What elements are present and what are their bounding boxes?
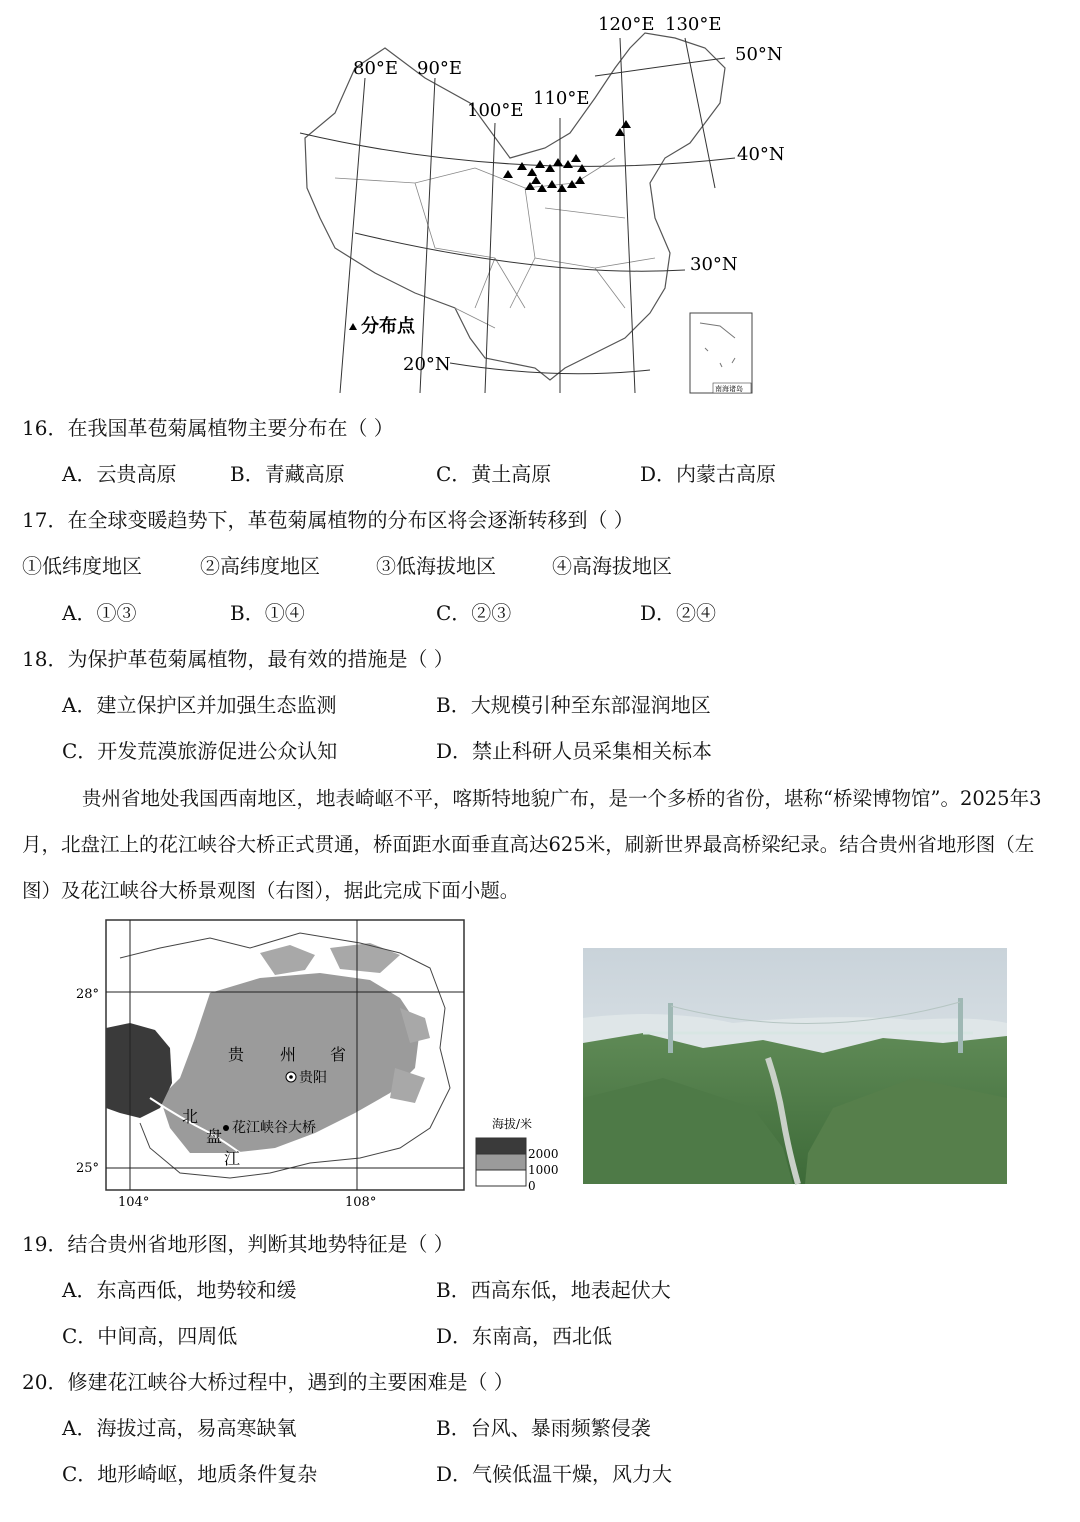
parallel-40 — [300, 133, 735, 166]
river-char-1: 北 — [182, 1107, 199, 1126]
meridian-130 — [685, 38, 715, 188]
province-char-2: 州 — [280, 1045, 297, 1064]
lon-label-130: 130°E — [665, 14, 722, 35]
question-20: 20．修建花江峡谷大桥过程中，遇到的主要困难是（ ） — [22, 1370, 514, 1394]
parallel-50 — [595, 58, 725, 76]
q17-choice-2: ②高纬度地区 — [200, 554, 320, 578]
lon-label-120: 120°E — [598, 14, 655, 35]
lat-label-30: 30°N — [690, 254, 738, 275]
q17-option-d[interactable]: D．②④ — [640, 601, 717, 625]
q18-option-c[interactable]: C．开发荒漠旅游促进公众认知 — [62, 739, 338, 763]
distribution-points — [503, 120, 631, 192]
parallel-30 — [355, 233, 685, 271]
q19-option-b[interactable]: B．西高东低，地表起伏大 — [436, 1278, 671, 1302]
question-17: 17．在全球变暖趋势下，革苞菊属植物的分布区将会逐渐转移到（ ） — [22, 508, 634, 532]
q18-option-d[interactable]: D．禁止科研人员采集相关标本 — [436, 739, 713, 763]
river-char-2: 盘 — [206, 1127, 223, 1146]
lat-label-50: 50°N — [735, 44, 783, 65]
province-char-1: 贵 — [228, 1045, 245, 1064]
inset-box — [690, 313, 752, 393]
q17-option-b[interactable]: B．①④ — [230, 601, 305, 625]
q16-option-d[interactable]: D．内蒙古高原 — [640, 462, 777, 486]
q17-choice-1: ①低纬度地区 — [22, 554, 142, 578]
question-18: 18．为保护革苞菊属植物，最有效的措施是（ ） — [22, 647, 454, 671]
lat-label-28: 28° — [76, 987, 100, 1002]
q20-option-c[interactable]: C．地形崎岖，地质条件复杂 — [62, 1462, 318, 1486]
river-char-3: 江 — [224, 1149, 241, 1168]
q20-option-a[interactable]: A．海拔过高，易高寒缺氧 — [62, 1416, 297, 1440]
china-distribution-map — [295, 8, 785, 400]
lon-label-104: 104° — [118, 1195, 150, 1210]
q19-option-a[interactable]: A．东高西低，地势较和缓 — [62, 1278, 297, 1302]
legend-triangle — [349, 323, 357, 330]
legend-label: 分布点 — [361, 316, 415, 337]
q16-option-c[interactable]: C．黄土高原 — [436, 462, 552, 486]
lon-label-110: 110°E — [533, 88, 590, 109]
legend-value-2000: 2000 — [528, 1147, 559, 1161]
q16-option-b[interactable]: B．青藏高原 — [230, 462, 345, 486]
q18-option-b[interactable]: B．大规模引种至东部湿润地区 — [436, 693, 711, 717]
legend-value-1000: 1000 — [528, 1163, 559, 1177]
q17-option-a[interactable]: A．①③ — [62, 601, 137, 625]
lat-label-40: 40°N — [737, 144, 785, 165]
parallel-20 — [450, 363, 650, 374]
bridge-label: 花江峡谷大桥 — [232, 1120, 316, 1136]
q18-option-a[interactable]: A．建立保护区并加强生态监测 — [62, 693, 337, 717]
legend-value-0: 0 — [528, 1179, 536, 1193]
lon-label-100: 100°E — [467, 100, 524, 121]
q16-option-a[interactable]: A．云贵高原 — [62, 462, 177, 486]
q19-option-d[interactable]: D．东南高，西北低 — [436, 1324, 613, 1348]
huajiang-bridge-photo — [583, 948, 1007, 1184]
lon-label-90: 90°E — [417, 58, 463, 79]
question-19: 19．结合贵州省地形图，判断其地势特征是（ ） — [22, 1232, 454, 1256]
lon-label-80: 80°E — [353, 58, 399, 79]
q17-option-c[interactable]: C．②③ — [436, 601, 512, 625]
q19-option-c[interactable]: C．中间高，四周低 — [62, 1324, 238, 1348]
question-16: 16．在我国革苞菊属植物主要分布在（ ） — [22, 416, 394, 440]
lat-label-25: 25° — [76, 1161, 100, 1176]
inset-label: 南海诸岛 — [715, 385, 743, 393]
capital-label: 贵阳 — [299, 1070, 327, 1086]
meridian-90 — [420, 78, 435, 393]
lon-label-108: 108° — [345, 1195, 377, 1210]
reading-passage: 贵州省地处我国西南地区，地表崎岖不平，喀斯特地貌广布，是一个多桥的省份，堪称“桥梁博物馆”。2025年3月，北盘江上的花江峡谷大桥正式贯通，桥面距水面垂直高达625米，刷新世界最高桥梁纪录。结合贵州省地形图（左图）及花江峡谷大桥景观图（右图），据此完成下面小题。 — [22, 787, 1042, 902]
q20-option-b[interactable]: B．台风、暴雨频繁侵袭 — [436, 1416, 651, 1440]
q20-option-d[interactable]: D．气候低温干燥，风力大 — [436, 1462, 673, 1486]
legend-title: 海拔/米 — [492, 1117, 533, 1131]
province-char-3: 省 — [330, 1045, 347, 1064]
q17-choice-3: ③低海拔地区 — [376, 554, 496, 578]
q17-choice-4: ④高海拔地区 — [552, 554, 672, 578]
lat-label-20: 20°N — [403, 354, 451, 375]
meridian-80 — [340, 78, 365, 393]
guizhou-terrain-map — [76, 918, 560, 1210]
bridge-marker — [223, 1125, 229, 1131]
